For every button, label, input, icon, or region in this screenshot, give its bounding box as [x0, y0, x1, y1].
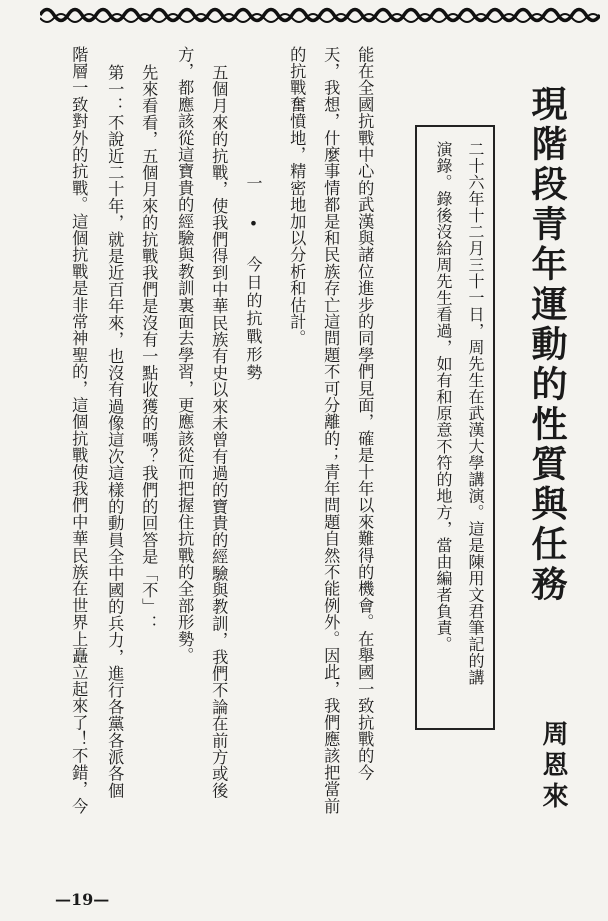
body-column: 方，都應該從這寶貴的經驗與教訓裏面去學習，更應該從而把握住抗戰的全部形勢。 — [175, 46, 195, 664]
editor-note-line: 二十六年十二月三十一日，周先生在武漢大學講演。這是陳用文君筆記的講 — [466, 141, 485, 686]
body-column: 五個月來的抗戰，使我們得到中華民族有史以來未曾有過的寶貴的經驗與教訓，我們不論在前方或後 — [209, 64, 229, 799]
article-title: 現階段青年運動的性質與任務 — [526, 85, 567, 605]
author-name: 周恩來 — [538, 720, 568, 813]
section-heading: 一 • 今日的抗戰形勢 — [244, 175, 263, 382]
decorative-border — [40, 4, 600, 26]
body-column: 先來看看，五個月來的抗戰我們是沒有一點收獲的嗎？我們的回答是「不」： — [139, 64, 159, 632]
body-column: 能在全國抗戰中心的武漢與諸位進步的同學們見面，確是十年以來難得的機會。在舉國一致抗戰的今 — [355, 46, 375, 781]
editor-note-box — [415, 125, 495, 730]
editor-note-line: 演錄。錄後沒給周先生看過，如有和原意不符的地方，當由編者負責。 — [434, 141, 453, 653]
body-column: 天，我想，什麼事情都是和民族存亡這問題不可分離的；青年問題自然不能例外。因此，我們應該把當前 — [321, 46, 341, 815]
page-number: —19— — [55, 890, 110, 909]
body-column: 階層一致對外的抗戰。這個抗戰是非常神聖的，這個抗戰使我們中華民族在世界上矗立起來了！不錯，今 — [69, 46, 89, 815]
body-column: 的抗戰奮憤地，精密地加以分析和估計。 — [287, 46, 307, 347]
body-column: 第一：不說近二十年，就是近百年來，也沒有過像這次這樣的動員全中國的兵力，進行各黨各派各個 — [105, 64, 125, 799]
